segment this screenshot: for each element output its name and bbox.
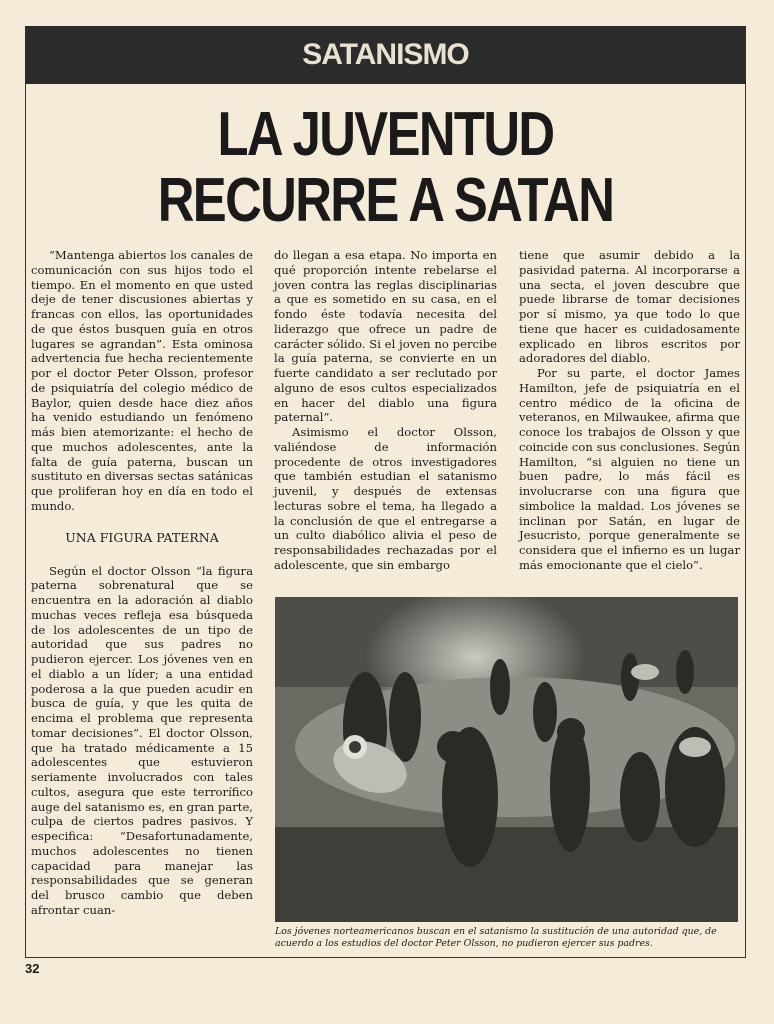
article-column-2: [274, 248, 497, 573]
paragraph: “Mantenga abiertos los canales de comunicación con sus hijos todo el tiempo. En el momento en que usted deje de tener discusiones abiertas y francas con ellos, las oportunidades de que éstos busquen guía en otros lugares se agrandan”. Esta ominosa advertencia fue hecha recientemente por el doctor Peter Olsson, profesor de psiquiatría del colegio médico de Baylor, quien desde hace diez años ha venido estudiando un fenómeno más bien atemorizante: el hecho de que muchos adolescentes, ante la falta de guía paterna, buscan un sustituto en diversas sectas satánicas que proliferan hoy en día en todo el mundo.: [31, 248, 253, 513]
article-column-1: [31, 248, 253, 918]
paragraph: Asimismo el doctor Olsson, valiéndose de información procedente de otros investigadores que también estudian el satanismo juvenil, y después de extensas lecturas sobre el tema, ha llegado a la conclusión de que el entregarse a un culto diabólico alivia el peso de responsabilidades rechazadas por el adolescente, que sin embargo: [274, 425, 497, 572]
article-column-3: [519, 248, 740, 573]
ritual-photo-illustration: [275, 597, 738, 922]
paragraph: tiene que asumir debido a la pasividad paterna. Al incorporarse a una secta, el joven descubre que puede librarse de tomar decisiones por sí mismo, ya que todo lo que tiene que hacer es cuidadosamente explicado en libros escritos por adoradores del diablo.: [519, 248, 740, 366]
headline-line-2: RECURRE A SATAN: [157, 166, 614, 235]
paragraph: Por su parte, el doctor James Hamilton, jefe de psiquiatría en el centro médico de la oficina de veteranos, en Milwaukee, afirma que conoce los trabajos de Olsson y que coincide con sus conclusiones. Según Hamilton, “si alguien no tiene un buen padre, lo más fácil es involucrarse con una figura que simbolice la maldad. Los jóvenes se inclinan por Satán, en lugar de Jesucristo, porque generalmente se considera que el infierno es un lugar más emocionante que el cielo”.: [519, 366, 740, 572]
paragraph: Según el doctor Olsson “la figura paterna sobrenatural que se encuentra en la adoración al diablo muchas veces refleja esa búsqueda de los adolescentes de un tipo de autoridad que sus padres no pudieron ejercer. Los jóvenes ven en el diablo a un líder; a una entidad poderosa a la que pueden acudir en busca de guía, y que les quita de encima el problema que representa tomar decisiones”. El doctor Olsson, que ha tratado médicamente a 15 adolescentes que estuvieron seriamente involucrados con tales cultos, asegura que este terrorífico auge del satanismo es, en gran parte, culpa de ciertos padres pasivos. Y especifica: “Desafortunadamente, muchos adolescentes no tienen capacidad para manejar las responsabilidades que se generan del brusco cambio que deben afrontar cuan-: [31, 563, 253, 917]
section-title: SATANISMO: [302, 38, 469, 71]
section-banner: [25, 26, 746, 84]
ritual-photo: [275, 597, 738, 922]
paragraph: do llegan a esa etapa. No importa en qué proporción intente rebelarse el joven contra las reglas disciplinarias a que es sometido en su casa, en el fondo éste todavía necesita del liderazgo que ofrece un padre de carácter sólido. Si el joven no percibe la guía paterna, se convierte en un fuerte candidato a ser reclutado por alguno de esos cultos especializados en hacer del diablo una figura paternal”.: [274, 248, 497, 425]
page-number: 32: [25, 961, 40, 976]
photo-caption: Los jóvenes norteamericanos buscan en el satanismo la sustitución de una autoridad que, de acuerdo a los estudios del doctor Peter Olsson, no pudieron ejercer sus padres.: [275, 926, 717, 949]
subheading: UNA FIGURA PATERNA: [65, 529, 219, 545]
headline-line-1: LA JUVENTUD: [217, 100, 554, 169]
